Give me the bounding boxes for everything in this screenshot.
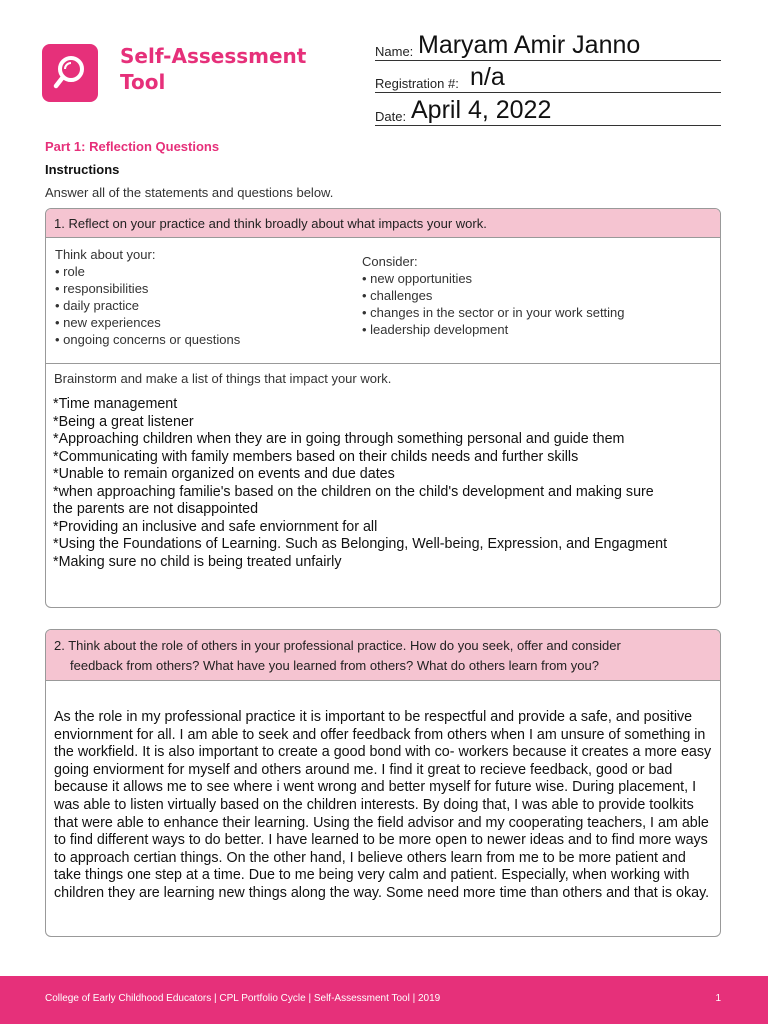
date-value: April 4, 2022 [411, 96, 552, 124]
instructions-text: Answer all of the statements and questions below. [45, 185, 334, 200]
page-number: 1 [715, 993, 721, 1004]
think-item-daily-practice: • daily practice [55, 298, 140, 313]
brainstorm-prompt: Brainstorm and make a list of things that impact your work. [54, 371, 392, 386]
registration-field [375, 62, 721, 93]
response-line: *Making sure no child is being treated unfairly [53, 553, 342, 570]
think-item-role: • role [55, 264, 85, 279]
date-label: Date: [375, 109, 407, 124]
think-item-ongoing-concerns: • ongoing concerns or questions [55, 332, 241, 347]
name-field [375, 30, 721, 61]
registration-label: Registration #: [375, 76, 459, 91]
think-about-list [55, 246, 240, 348]
consider-item-new-opportunities: • new opportunities [362, 271, 473, 286]
response-line: the parents are not disappointed [53, 501, 259, 517]
response-line: *Unable to remain organized on events and due dates [53, 466, 395, 482]
name-label: Name: [375, 44, 414, 59]
think-item-new-experiences: • new experiences [55, 315, 161, 330]
question-2-box [45, 629, 721, 937]
question-2-heading-line-1: 2. Think about the role of others in your professional practice. How do you seek, offer and consider [54, 638, 621, 653]
footer-bar [0, 976, 768, 1024]
part-title: Part 1: Reflection Questions [45, 139, 220, 154]
question-1-response [53, 396, 713, 571]
question-1-heading: 1. Reflect on your practice and think broadly about what impacts your work. [46, 209, 720, 238]
registration-value: n/a [470, 63, 505, 91]
brand-line-2: Tool [120, 70, 166, 94]
brand-line-1: Self-Assessment [120, 44, 307, 68]
consider-item-challenges: • challenges [362, 288, 433, 303]
consider-item-changes: • changes in the sector or in your work setting [362, 305, 625, 320]
response-line: *Approaching children when they are in going through something personal and guide them [53, 431, 625, 447]
response-line: *when approaching familie's based on the children on the child's development and making sure [53, 483, 654, 500]
response-line: *Using the Foundations of Learning. Such as Belonging, Well-being, Expression, and Engagment [53, 536, 668, 552]
think-item-responsibilities: • responsibilities [55, 281, 149, 296]
magnifier-icon [42, 44, 98, 102]
name-value: Maryam Amir Janno [418, 31, 641, 59]
logo [42, 44, 98, 102]
consider-item-leadership: • leadership development [362, 322, 509, 337]
question-2-heading [46, 630, 720, 681]
consider-title: Consider: [362, 254, 418, 269]
think-about-title: Think about your: [55, 247, 156, 262]
footer-text: College of Early Childhood Educators | CPL Portfolio Cycle | Self-Assessment Tool | 2019 [45, 993, 441, 1004]
section-divider [46, 363, 720, 364]
brand-title [120, 43, 306, 95]
response-line: *Providing an inclusive and safe enviornment for all [53, 518, 378, 535]
question-1-box [45, 208, 721, 608]
consider-list [362, 253, 625, 338]
response-line: *Communicating with family members based on their childs needs and further skills [53, 448, 579, 465]
date-field [375, 95, 721, 126]
question-2-heading-line-2: feedback from others? What have you learned from others? What do others learn from you? [70, 658, 599, 673]
question-2-response: As the role in my professional practice it is important to be respectful and provide a safe, and positive enviornment for all. I am able to seek and offer feedback from others when I am unsure of something in the workfield. It is also important to create a good bond with co- workers because it creates a more easy going enviorment for myself and others around me. I find it great to recieve feedback, good or bad because it allows me to see where i went wrong and better myself for future wise. During placement, I was able to listen virtually based on the children interests. By doing that, I was able to provide toolkits that were able to enhance their learning. Using the field advisor and my cooperating teachers, I am able to find different ways to do better. I have learned to be more open to newer ideas and to find more ways to approach certian things. On the other hand, I believe others learn from me to be more patient and take things one step at a time. Due to me being very calm and patient. Especially, when working with children they are learning new things along the way. Some need more time than others and that is okay. [54, 709, 712, 901]
instructions-heading: Instructions [45, 162, 120, 177]
response-line: *Being a great listener [53, 413, 194, 430]
response-line: *Time management [53, 396, 178, 412]
